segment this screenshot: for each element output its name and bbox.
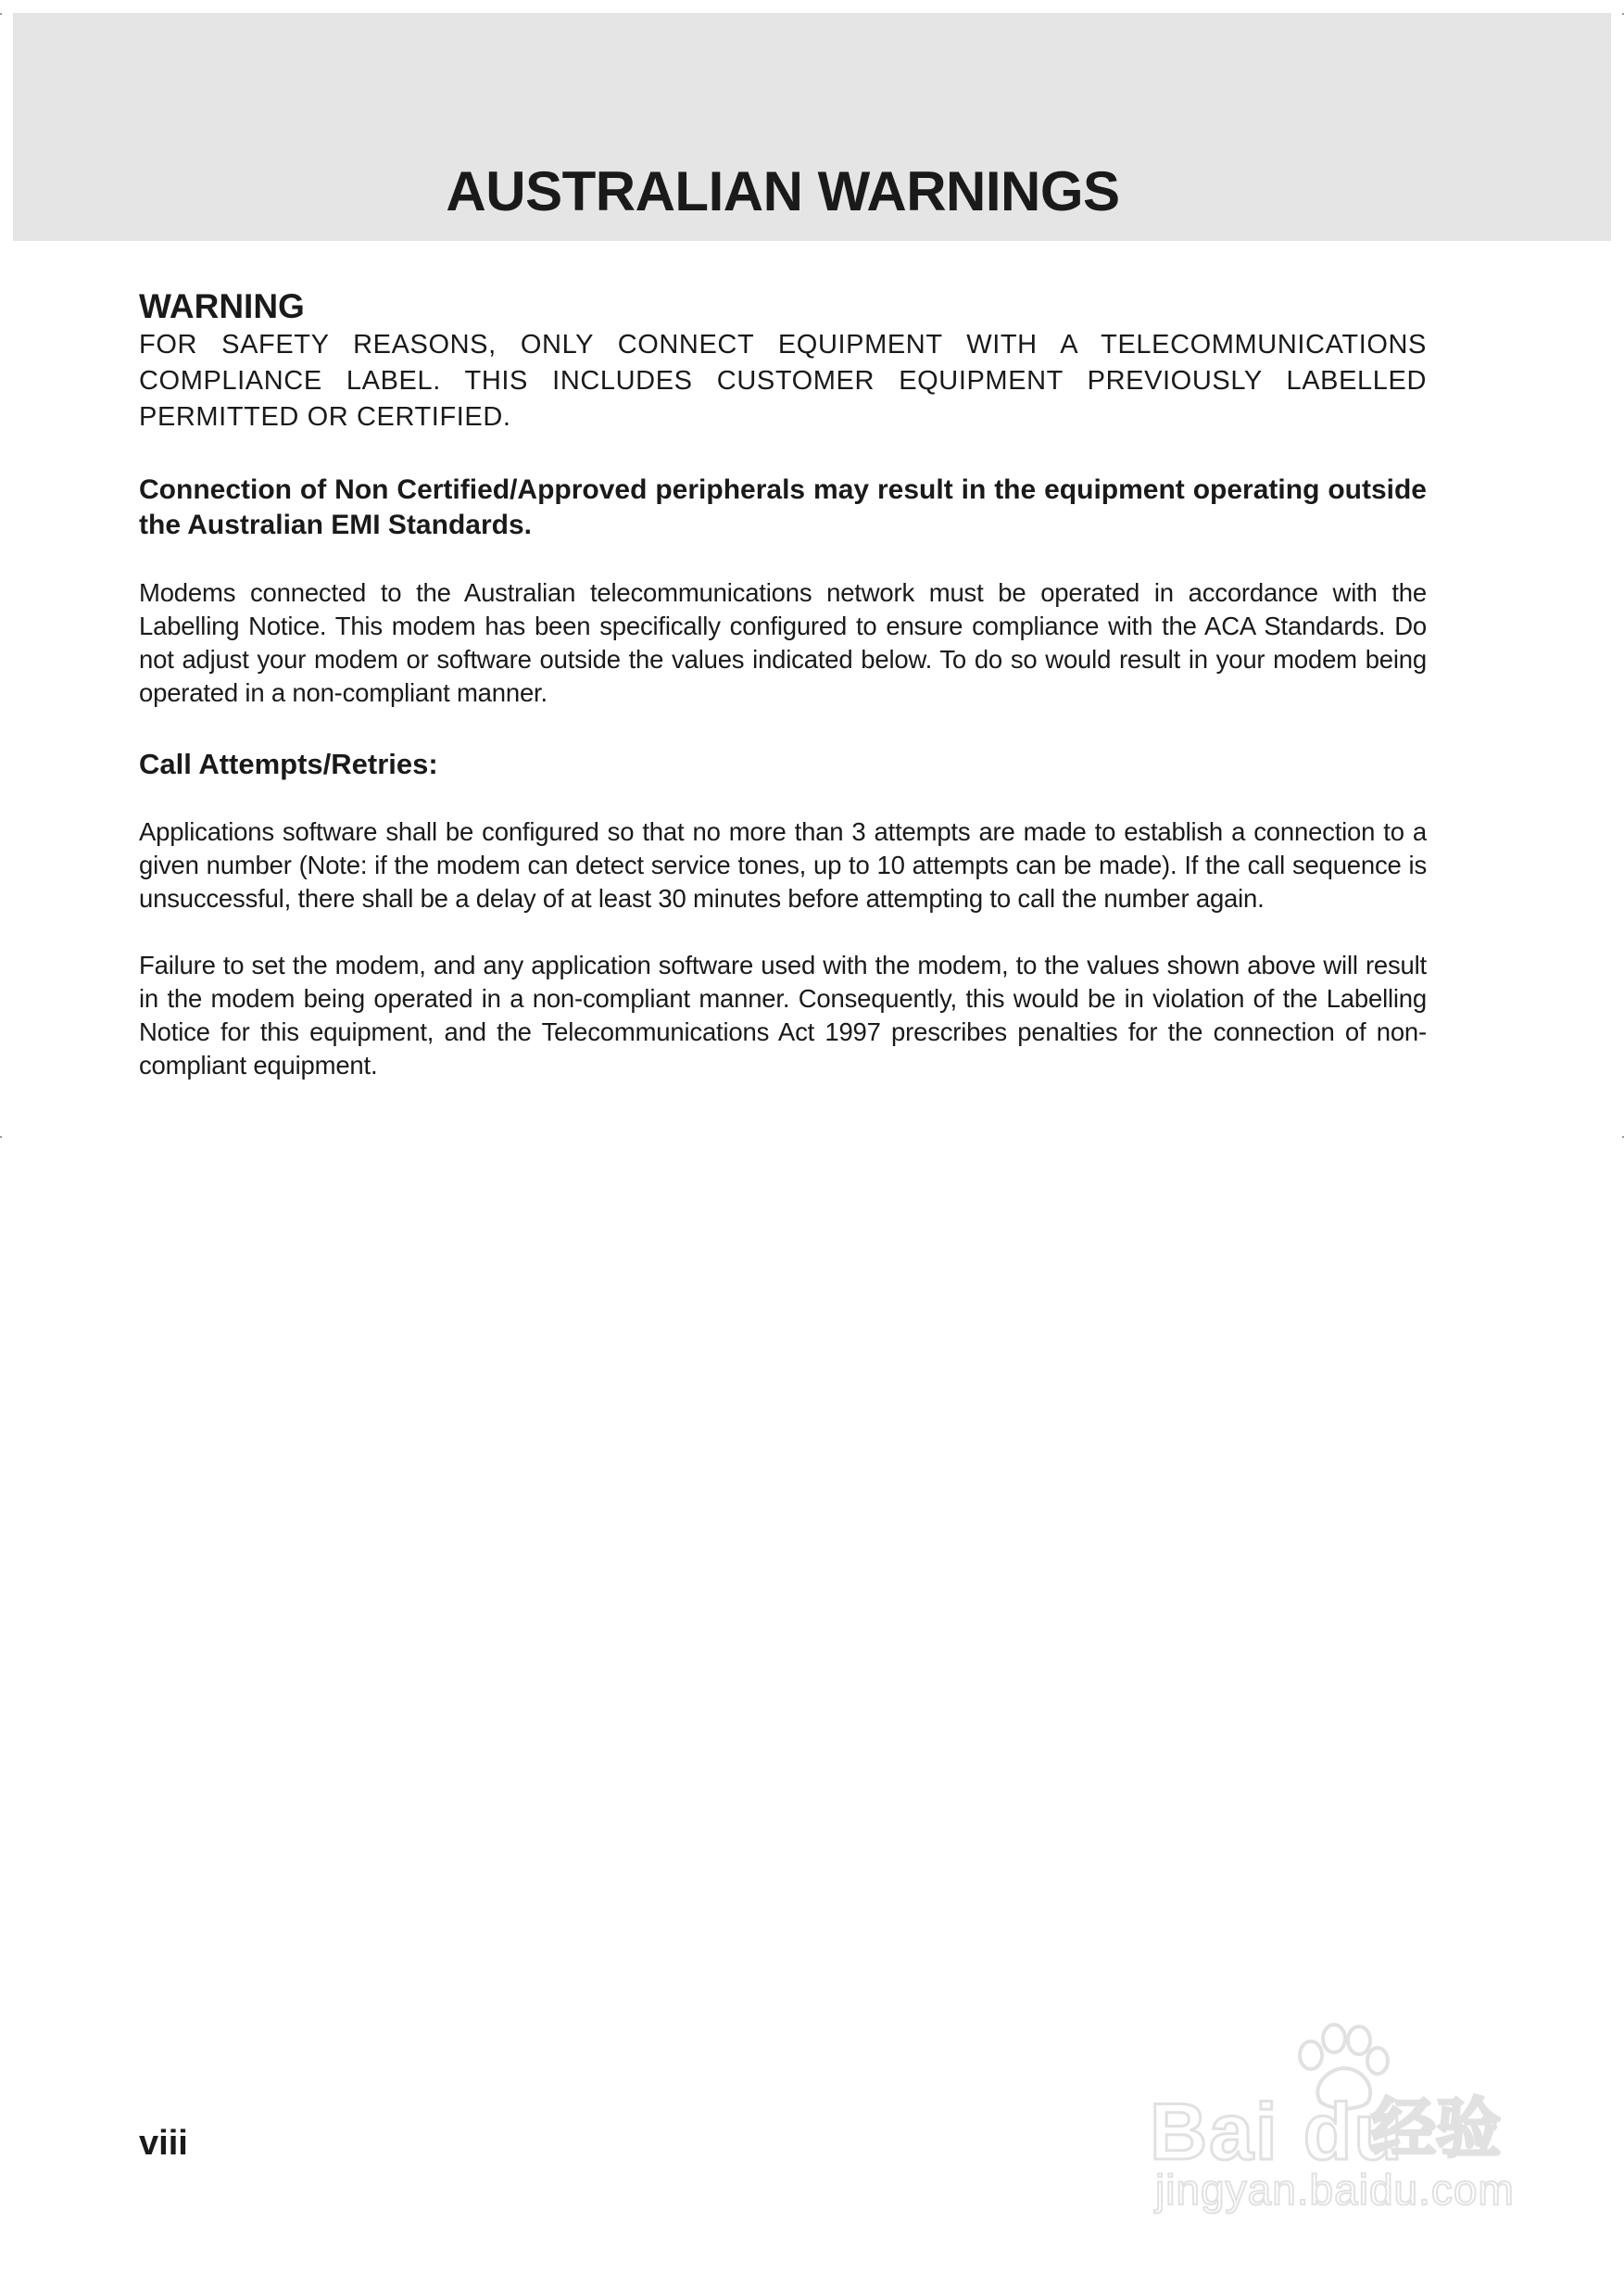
crop-mark	[0, 13, 2, 15]
failure-paragraph: Failure to set the modem, and any application software used with the modem, to the values shown above will result in the modem being operated in a non-compliant manner. Consequently, this would be in violation of the Labelling Notice for this equipment, and the Telecommunications Act 1997 prescribes penalties for the connection of non-compliant equipment.	[139, 950, 1427, 1080]
watermark-brand-cn: 经验	[1371, 2092, 1501, 2165]
content-area	[139, 287, 1427, 1082]
page-title: AUSTRALIAN WARNINGS	[446, 160, 1120, 222]
page-number: viii	[139, 2124, 188, 2163]
warning-body: FOR SAFETY REASONS, ONLY CONNECT EQUIPMENT WITH A TELECOMMUNICATIONS COMPLIANCE LABEL. THIS INCLUDES CUSTOMER EQUIPMENT PREVIOUSLY LABELLED PERMITTED OR CERTIFIED.	[139, 329, 1427, 432]
crop-mark	[0, 1136, 2, 1138]
modems-paragraph: Modems connected to the Australian telecommunications network must be operated in accordance with the Labelling Notice. This modem has been specifically configured to ensure compliance with the ACA Standards. Do not adjust your modem or software outside the values indicated below. To do so would result in your modem being operated in a non-compliant manner.	[139, 577, 1427, 707]
watermark-brand: Bai du	[1150, 2088, 1404, 2177]
warning-heading: WARNING	[139, 287, 305, 325]
emi-notice: Connection of Non Certified/Approved peripherals may result in the equipment operating outside the Australian EMI Standards.	[139, 474, 1427, 540]
call-attempts-heading: Call Attempts/Retries:	[139, 747, 438, 780]
watermark-url: jingyan.baidu.com	[1155, 2166, 1515, 2214]
baidu-watermark	[1144, 2020, 1533, 2215]
applications-paragraph: Applications software shall be configured so that no more than 3 attempts are made to establish a connection to a given number (Note: if the modem can detect service tones, up to 10 attempts can be made). If the call sequence is unsuccessful, there shall be a delay of at least 30 minutes before attempting to call the number again.	[139, 816, 1427, 913]
